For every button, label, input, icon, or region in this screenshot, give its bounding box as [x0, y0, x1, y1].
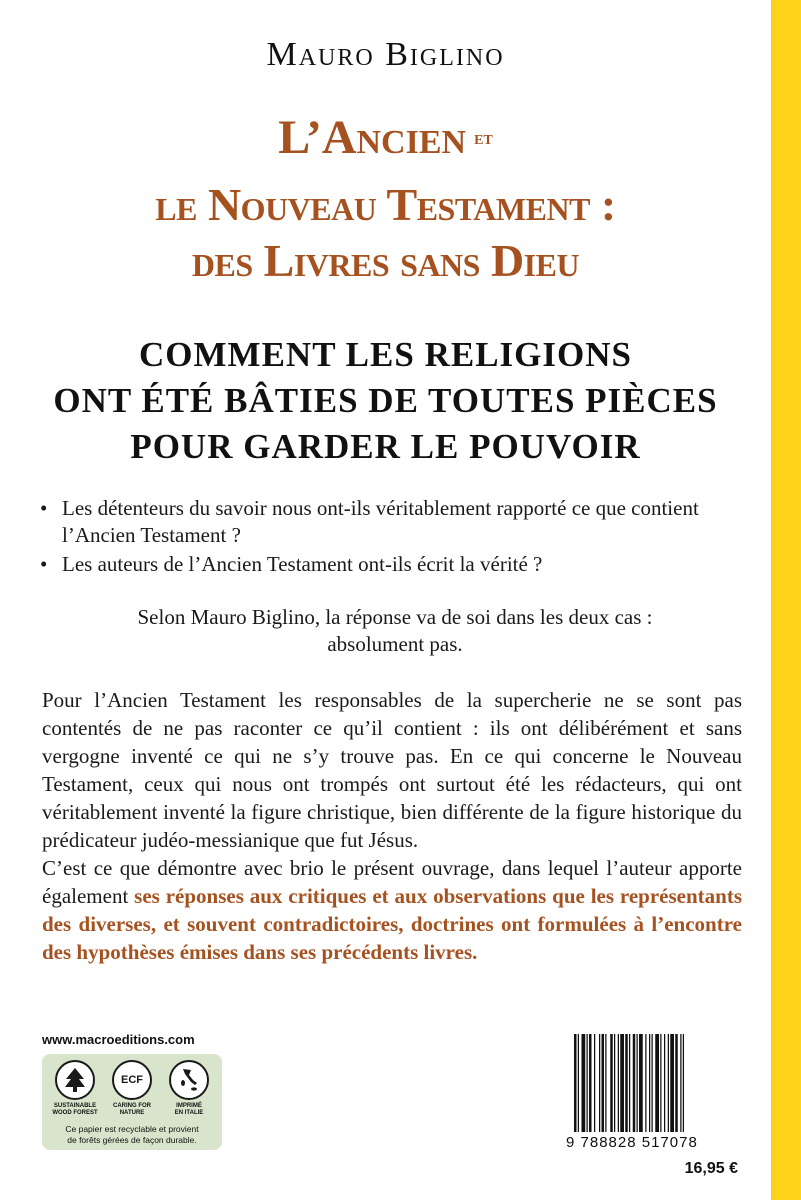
eco-label-box [42, 1054, 222, 1150]
question-text: Les auteurs de l’Ancien Testament ont-ils écrit la vérité ? [62, 552, 543, 576]
question-item [40, 551, 760, 578]
publisher-url[interactable]: www.macroeditions.com [42, 1032, 195, 1047]
question-list [40, 495, 760, 580]
eco-note-line: de forêts gérées de façon durable. [67, 1135, 197, 1145]
blurb-plain-text: C’est ce que démontre avec brio le présent ouvrage, dans lequel l’auteur apporte également [42, 856, 742, 908]
subtitle-line: POUR GARDER LE POUVOIR [130, 427, 641, 466]
eco-caption: IMPRIMÉ [176, 1103, 202, 1109]
bullet-icon: • [40, 496, 48, 520]
eco-note [46, 1124, 218, 1146]
book-title [0, 110, 771, 289]
eco-caption: NATURE [119, 1110, 145, 1116]
answer-statement [40, 604, 750, 658]
eco-caption: CARING FOR [113, 1103, 151, 1109]
answer-line: Selon Mauro Biglino, la réponse va de soi dans les deux cas : [137, 605, 653, 629]
spine-stripe [771, 0, 801, 1200]
tree-icon [55, 1060, 95, 1100]
book-subtitle [0, 332, 771, 470]
title-line-1: L’Ancien [278, 111, 467, 164]
eco-label [161, 1060, 217, 1117]
barcode-icon [574, 1034, 732, 1134]
italy-map-icon [169, 1060, 209, 1100]
question-text: Les détenteurs du savoir nous ont-ils véritablement rapporté ce que contient l’Ancien Testament ? [62, 496, 699, 547]
ecf-text: ECF [121, 1074, 143, 1086]
blurb-paragraph [42, 854, 742, 966]
blurb-text [42, 686, 742, 966]
author-name: Mauro Biglino [266, 36, 505, 73]
bullet-icon: • [40, 552, 48, 576]
eco-caption: EN ITALIE [174, 1110, 204, 1116]
eco-caption: WOOD FOREST [52, 1110, 98, 1116]
title-line-2: le Nouveau Testament : [155, 179, 616, 230]
answer-line: absolument pas. [327, 632, 463, 656]
price-label: 16,95 € [684, 1160, 738, 1177]
subtitle-line: COMMENT LES RELIGIONS [139, 335, 632, 374]
ecf-icon [112, 1060, 152, 1100]
blurb-highlight-text: ses réponses aux critiques et aux observations que les représentants des diverses, et souvent contradictoires, doctrines ont formulées à l’encontre des hypothèses émises dans ses précédents livres. [42, 884, 742, 964]
eco-label [47, 1060, 103, 1117]
eco-label [104, 1060, 160, 1117]
question-item [40, 495, 760, 549]
eco-caption: SUSTAINABLE [53, 1103, 97, 1109]
title-line-3: des Livres sans Dieu [191, 235, 580, 286]
subtitle-line: ONT ÉTÉ BÂTIES DE TOUTES PIÈCES [53, 381, 718, 420]
blurb-paragraph: Pour l’Ancien Testament les responsables de la supercherie ne se sont pas contentés de ne pas raconter ce qu’il contient : ils ont délibérément et sans vergogne inventé ce qui ne s’y trouve pas. En ce qui concerne le Nouveau Testament, ceux qui nous ont trompés ont surtout été les rédacteurs, qui ont véritablement inventé la figure christique, bien différente de la figure historique du prédicateur judéo-messianique que fut Jésus. [42, 688, 742, 852]
title-conjunction: et [474, 127, 493, 149]
isbn-number: 9 788828 517078 [566, 1134, 698, 1151]
eco-note-line: Ce papier est recyclable et provient [65, 1124, 199, 1134]
